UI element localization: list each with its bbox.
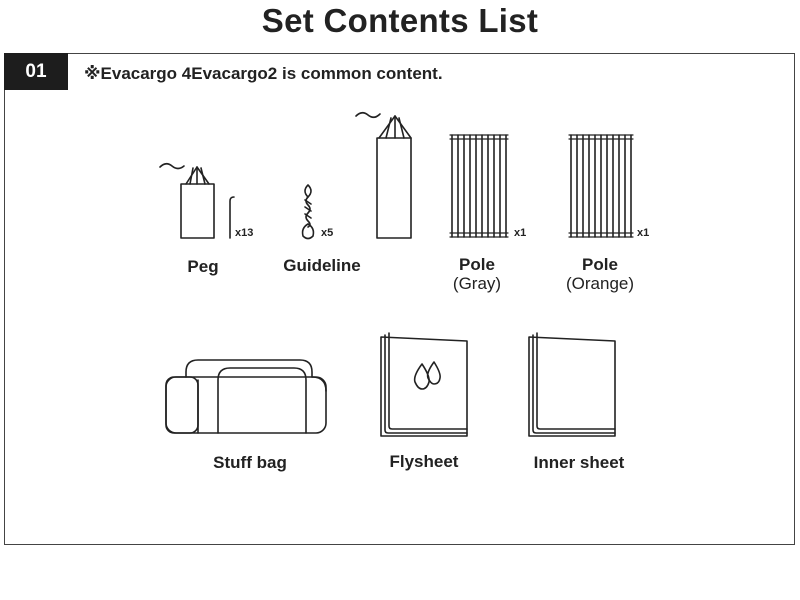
common-content-note: ※Evacargo 4Evacargo2 is common content. <box>84 64 443 83</box>
pole-gray-qty: x1 <box>514 227 527 239</box>
guideline-qty: x5 <box>321 227 334 239</box>
inner-sheet-label: Inner sheet <box>533 453 625 472</box>
peg-label: Peg <box>187 257 219 276</box>
peg-icon <box>230 197 234 238</box>
tent-bag-icon <box>356 113 411 238</box>
guideline-icon <box>303 185 314 239</box>
pole-orange-icon <box>569 135 633 237</box>
pole-gray-sublabel: (Gray) <box>452 274 502 293</box>
peg-qty: x13 <box>235 227 254 239</box>
pole-orange-label: Pole <box>582 255 618 274</box>
flysheet-icon <box>381 333 467 436</box>
guideline-label: Guideline <box>283 256 361 275</box>
section-number-badge: 01 <box>4 53 68 90</box>
pole-orange-sublabel: (Orange) <box>565 274 635 293</box>
pole-orange-qty: x1 <box>637 227 650 239</box>
pole-gray-icon <box>450 135 508 237</box>
pole-gray-label: Pole <box>459 255 495 274</box>
stuff-bag-icon <box>166 360 326 433</box>
peg-bag-icon <box>160 164 214 238</box>
flysheet-label: Flysheet <box>389 452 459 471</box>
inner-sheet-icon <box>529 333 615 436</box>
stuff-bag-label: Stuff bag <box>213 453 287 472</box>
page-title: Set Contents List <box>261 2 539 39</box>
